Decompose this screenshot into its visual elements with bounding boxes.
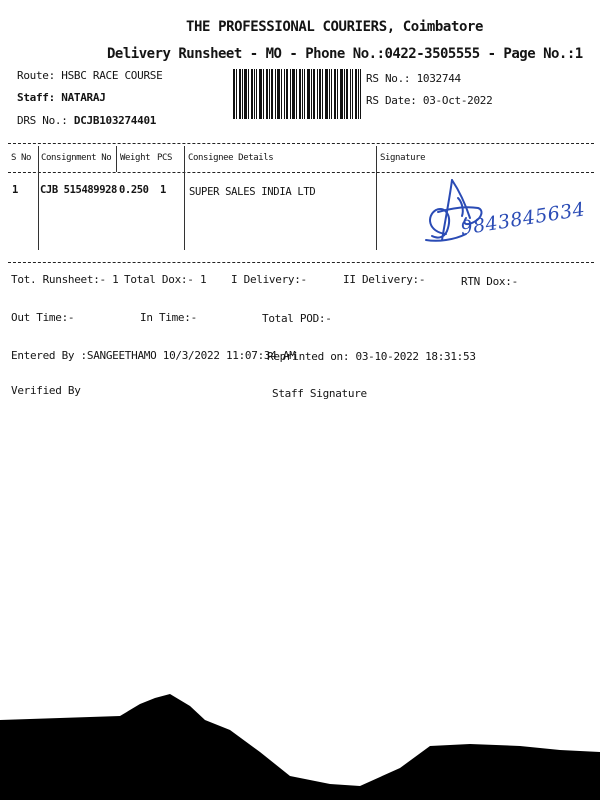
drs-number-value: DCJB103274401 [73, 114, 157, 127]
out-time: Out Time:- [11, 311, 75, 324]
col-header-signature: Signature [380, 153, 426, 163]
in-time: In Time:- [140, 311, 197, 324]
staff-label: Staff: NATARAJ [17, 91, 106, 104]
col-divider [376, 146, 377, 250]
reprinted-on: Reprinted on: 03-10-2022 18:31:53 [267, 350, 476, 363]
cell-sno: 1 [12, 184, 18, 196]
cell-pcs: 1 [160, 184, 166, 196]
ii-delivery: II Delivery:- [343, 273, 426, 286]
rs-date: RS Date: 03-Oct-2022 [366, 94, 493, 107]
table-top-rule [8, 143, 594, 144]
col-header-consignment: Consignment No [41, 153, 112, 163]
entered-by: Entered By :SANGEETHAMO 10/3/2022 11:07:34 AM [11, 349, 296, 362]
cell-consignment: CJB 515489928 [40, 184, 117, 196]
col-divider [116, 146, 117, 172]
scan-shadow [0, 680, 600, 800]
verified-by: Verified By [11, 384, 81, 397]
table-header-rule [8, 172, 594, 173]
drs-number [17, 114, 156, 127]
barcode [233, 69, 361, 119]
col-divider [184, 146, 185, 250]
cell-consignee: SUPER SALES INDIA LTD [189, 186, 316, 198]
route-label: Route: HSBC RACE COURSE [17, 69, 163, 82]
total-pod: Total POD:- [262, 312, 332, 325]
total-dox-value: 1 [200, 273, 207, 286]
i-delivery: I Delivery:- [231, 273, 307, 286]
rs-number: RS No.: 1032744 [366, 72, 461, 85]
table-bottom-rule [8, 262, 594, 263]
company-title: THE PROFESSIONAL COURIERS, Coimbatore [186, 19, 484, 35]
drs-number-label: DRS No.: [17, 114, 74, 127]
rtn-dox: RTN Dox:- [461, 275, 518, 288]
runsheet-subtitle: Delivery Runsheet - MO - Phone No.:0422-3505555 - Page No.:1 [107, 46, 583, 62]
col-header-consignee: Consignee Details [188, 153, 274, 163]
total-dox-label: Total Dox:- [124, 273, 194, 286]
cell-weight: 0.250 [119, 184, 149, 196]
col-header-weight: Weight [120, 153, 151, 163]
handwritten-phone: 9843845634 [459, 198, 587, 240]
total-runsheet: Tot. Runsheet:- 1 [11, 273, 119, 286]
col-divider [38, 146, 39, 250]
staff-signature: Staff Signature [272, 387, 367, 400]
col-header-sno: S No [11, 153, 32, 163]
col-header-pcs: PCS [157, 153, 173, 163]
